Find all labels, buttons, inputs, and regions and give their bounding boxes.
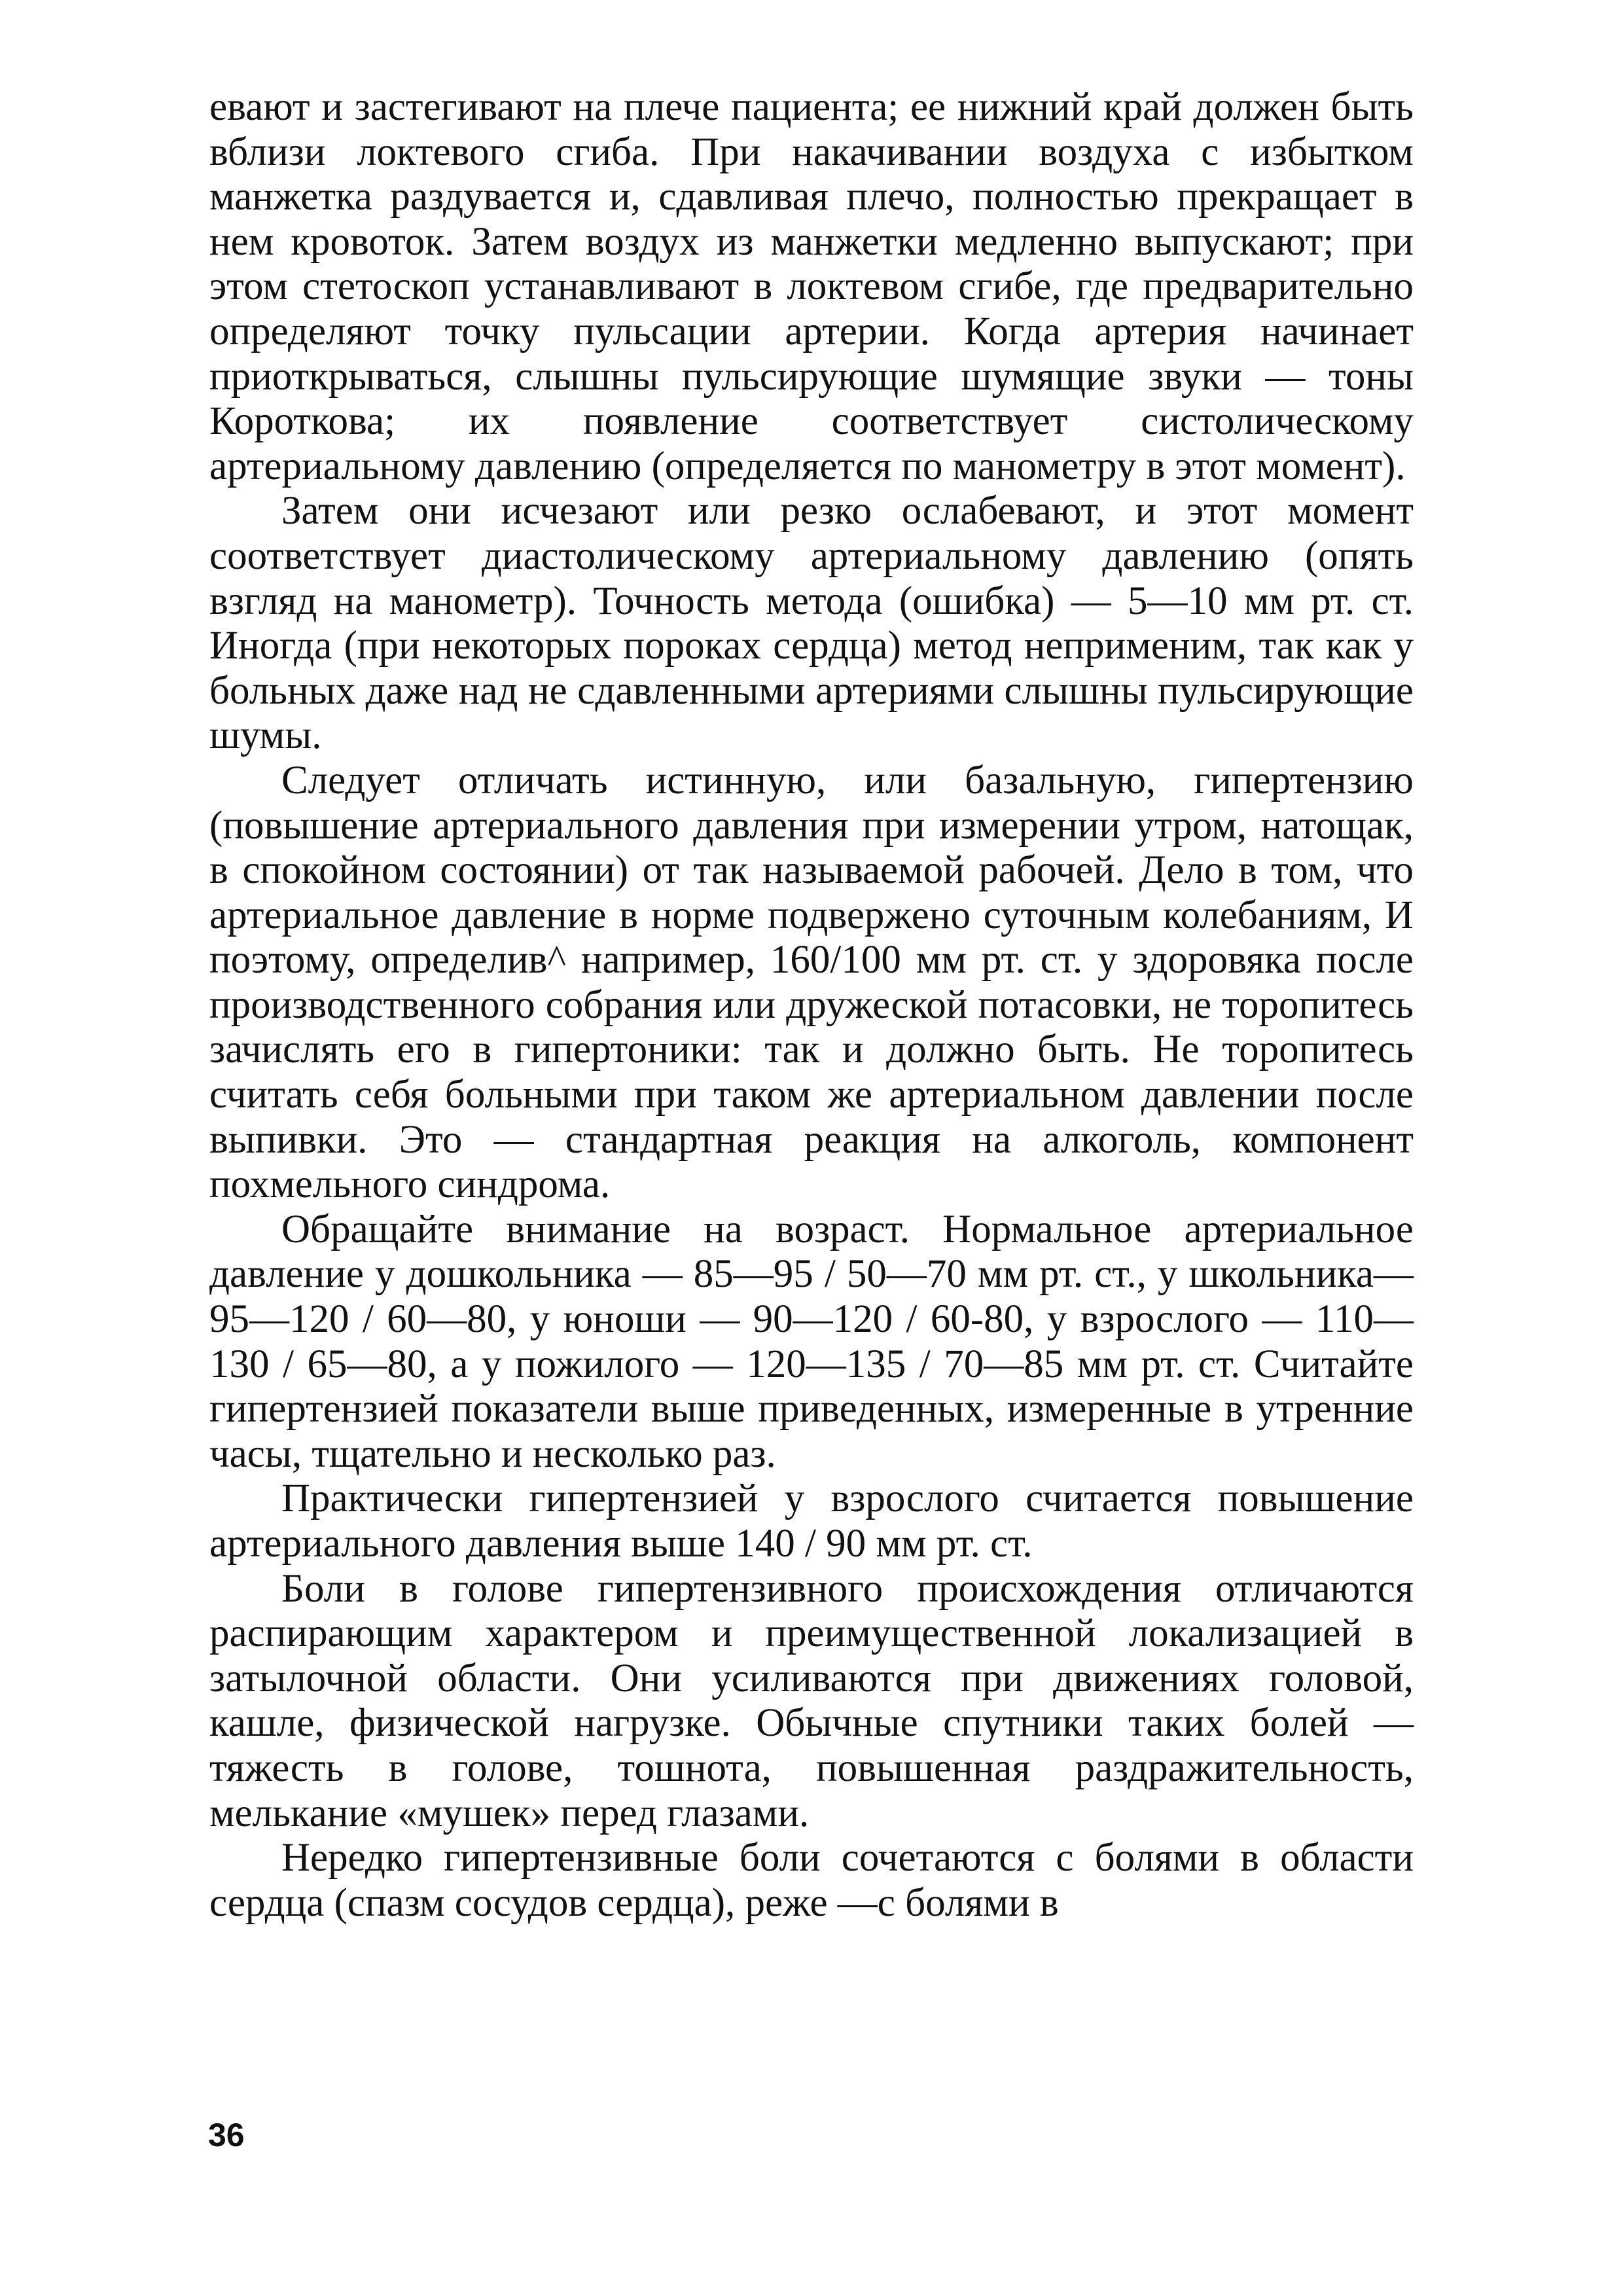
page-number: 36 xyxy=(208,2117,245,2153)
paragraph: Нередко гипертензивные боли сочетаются с болями в области сердца (спазм сосудов сердца), реже —с болями в xyxy=(209,1836,1414,1925)
paragraph: Боли в голове гипертензивного происхождения отличаются распирающим характером и преимущественной локализацией в затылочной области. Они усиливаются при движениях головой, кашле, физической нагрузке. Обычные спутники таких болей — тяжесть в голове, тошнота, повышенная раздражительность, мелькание «мушек» перед глазами. xyxy=(209,1566,1414,1835)
paragraph: Практически гипертензией у взрослого считается повышение артериального давления выше 140 / 90 мм рт. ст. xyxy=(209,1477,1414,1566)
paragraph: Затем они исчезают или резко ослабевают, и этот момент соответствует диастолическому артериальному давлению (опять взгляд на манометр). Точность метода (ошибка) — 5—10 мм рт. ст. Иногда (при некоторых пороках сердца) метод неприменим, так как у больных даже над не сдавленными артериями слышны пульсирующие шумы. xyxy=(209,489,1414,758)
paragraph: Следует отличать истинную, или базальную, гипертензию (повышение артериального давления при измерении утром, натощак, в спокойном состоянии) от так называемой рабочей. Дело в том, что артериальное давление в норме подвержено суточным колебаниям, И поэтому, определив^ например, 160/100 мм рт. ст. у здоровяка после производственного собрания или дружеской потасовки, не торопитесь зачислять его в гипертоники: так и должно быть. Не торопитесь считать себя больными при таком же артериальном давлении после выпивки. Это — стандартная реакция на алкоголь, компонент похмельного синдрома. xyxy=(209,758,1414,1207)
paragraph: евают и застегивают на плече пациента; ее нижний край должен быть вблизи локтевого сгиба. При накачивании воздуха с избытком манжетка раздувается и, сдавливая плечо, полностью прекращает в нем кровоток. Затем воздух из манжетки медленно выпускают; при этом стетоскоп устанавливают в локтевом сгибе, где предварительно определяют точку пульсации артерии. Когда артерия начинает приоткрываться, слышны пульсирующие шумящие звуки — тоны Короткова; их появление соответствует систолическому артериальному давлению (определяется по манометру в этот момент). xyxy=(209,85,1414,488)
body-text xyxy=(209,85,1414,1926)
paragraph: Обращайте внимание на возраст. Нормальное артериальное давление у дошкольника — 85—95 / 50—70 мм рт. ст., у школьника— 95—120 / 60—80, у юноши — 90—120 / 60-80, у взрослого — 110—130 / 65—80, а у пожилого — 120—135 / 70—85 мм рт. ст. Считайте гипертензией показатели выше приведенных, измеренные в утренние часы, тщательно и несколько раз. xyxy=(209,1207,1414,1476)
